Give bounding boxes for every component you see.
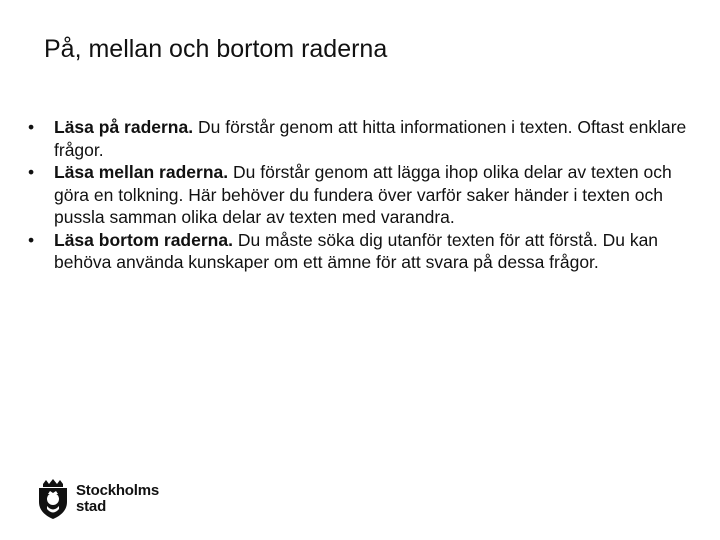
logo-line-1: Stockholms <box>76 482 160 499</box>
city-crest-icon <box>36 478 70 520</box>
bullet-heading: Läsa bortom raderna. <box>54 229 233 250</box>
logo-wordmark <box>76 483 159 515</box>
bullet-text: Du förstår genom att lägga ihop olika delar av texten och göra en tolkning. Här behöver du fundera över varför saker händer i texten och pussla samman olika delar av texten med varandra. <box>54 162 672 227</box>
bullet-marker: • <box>28 117 35 137</box>
bullet-marker: • <box>28 162 35 182</box>
bullet-list <box>28 116 688 274</box>
bullet-item <box>28 229 688 274</box>
stockholms-stad-logo <box>36 478 159 520</box>
bullet-text: Du förstår genom att hitta informationen i texten. Oftast enklare frågor. <box>54 117 687 160</box>
bullet-heading: Läsa mellan raderna. <box>54 162 229 182</box>
logo-line-2: stad <box>76 498 107 515</box>
bullet-heading: Läsa på raderna. <box>54 117 194 137</box>
bullet-text: Du måste söka dig utanför texten för att förstå. Du kan behöva använda kunskaper om ett ämne för att svara på dessa frågor. <box>54 229 659 272</box>
bullet-marker: • <box>28 229 35 250</box>
bullet-item <box>28 161 688 229</box>
slide-title: På, mellan och bortom raderna <box>44 35 388 63</box>
bullet-item <box>28 116 688 161</box>
